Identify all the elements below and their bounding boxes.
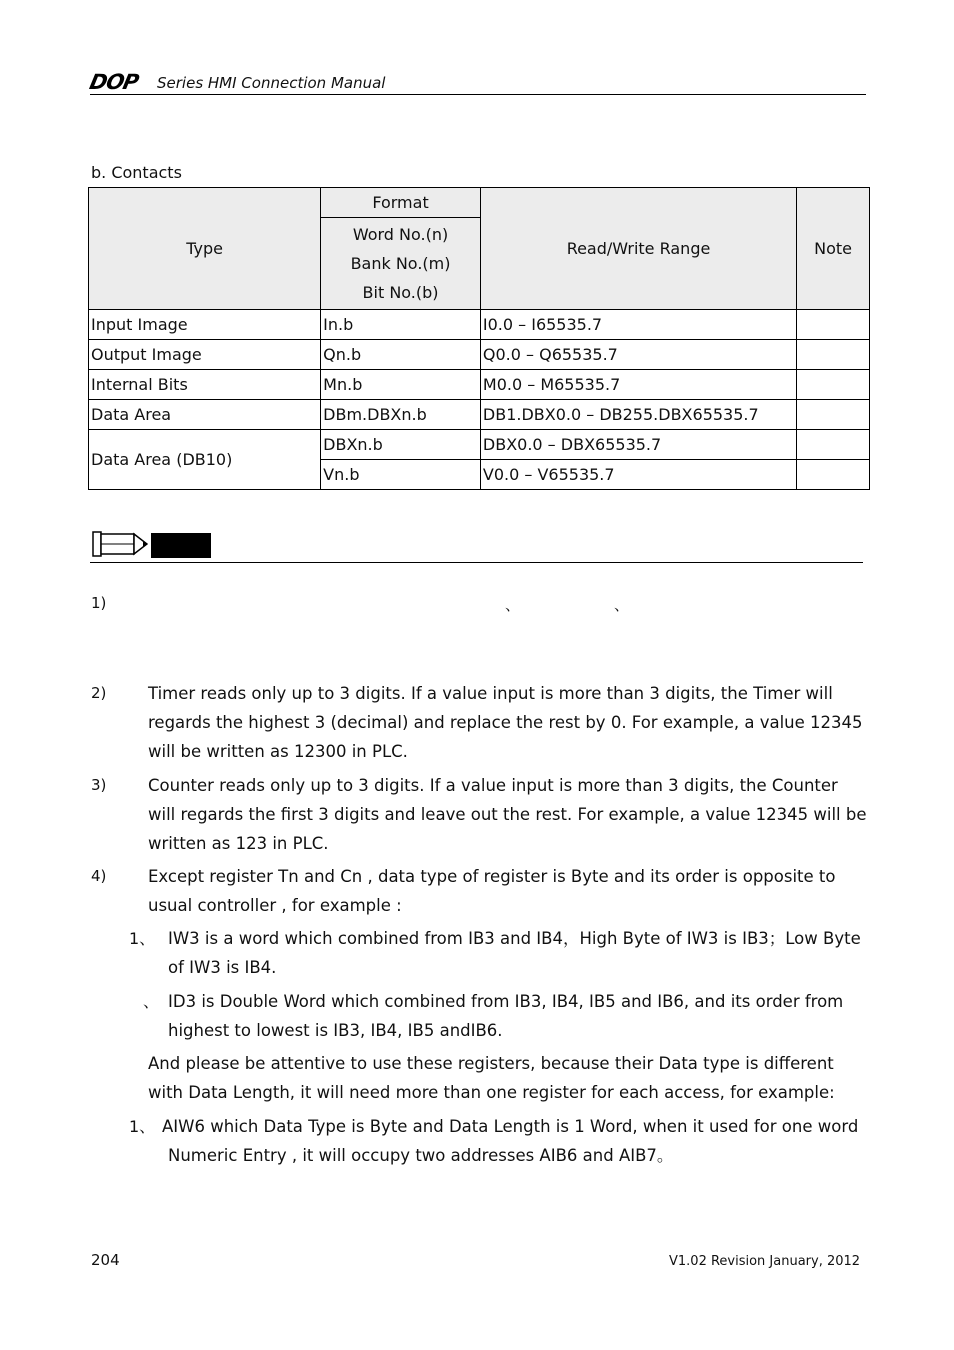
cell-note bbox=[797, 340, 870, 370]
example-3-text-line-2: Numeric Entry , it will occupy two addresses AIB6 and AIB7。 bbox=[168, 1146, 674, 1165]
cell-type: Data Area bbox=[89, 400, 321, 430]
col-header-note: Note bbox=[797, 188, 870, 310]
cell-range: I0.0 – I65535.7 bbox=[480, 310, 796, 340]
cell-type: Output Image bbox=[89, 340, 321, 370]
cell-format: DBm.DBXn.b bbox=[321, 400, 481, 430]
pencil-note-icon bbox=[92, 531, 148, 557]
note-4-text: Except register Tn and Cn , data type of register is Byte and its order is opposite to usual controller , for example : bbox=[148, 867, 836, 915]
example-2-text: ID3 is Double Word which combined from IB3, IB4, IB5 and IB6, and its order from highest to lowest is IB3, IB4, IB5 andIB6. bbox=[168, 992, 844, 1040]
cell-type: Data Area (DB10) bbox=[89, 430, 321, 490]
cell-range: DB1.DBX0.0 – DB255.DBX65535.7 bbox=[480, 400, 796, 430]
table-row bbox=[89, 340, 870, 370]
cell-range: V0.0 – V65535.7 bbox=[480, 460, 796, 490]
format-sub-word: Word No.(n) bbox=[352, 225, 449, 244]
format-sub-bank: Bank No.(m) bbox=[350, 254, 451, 273]
cell-note bbox=[797, 460, 870, 490]
cell-format: In.b bbox=[321, 310, 481, 340]
cell-range: M0.0 – M65535.7 bbox=[480, 370, 796, 400]
cell-note bbox=[797, 310, 870, 340]
cell-note bbox=[797, 370, 870, 400]
note-label-box bbox=[151, 533, 211, 558]
note-1-number: 1) bbox=[91, 594, 107, 612]
note-1-mark: 、 bbox=[505, 596, 521, 614]
example-1-text: IW3 is a word which combined from IB3 and IB4，High Byte of IW3 is IB3；Low Byte of IW3 is IB4. bbox=[168, 929, 861, 977]
cell-format: DBXn.b bbox=[321, 430, 481, 460]
note-3-number: 3) bbox=[91, 776, 107, 794]
revision-info: V1.02 Revision January, 2012 bbox=[669, 1254, 861, 1269]
cell-note bbox=[797, 430, 870, 460]
cell-range: DBX0.0 – DBX65535.7 bbox=[480, 430, 796, 460]
section-heading: b. Contacts bbox=[91, 163, 182, 182]
example-1-number: 1、 bbox=[129, 929, 156, 948]
page-number: 204 bbox=[91, 1251, 120, 1269]
note-3-text: Counter reads only up to 3 digits. If a value input is more than 3 digits, the Counter will regards the first 3 digits and leave out the rest. For example, a value 12345 will be written as 123 in PLC. bbox=[148, 776, 867, 853]
col-header-format-sub bbox=[321, 218, 481, 310]
cell-format: Vn.b bbox=[321, 460, 481, 490]
cell-range: Q0.0 – Q65535.7 bbox=[480, 340, 796, 370]
col-header-type: Type bbox=[89, 188, 321, 310]
note-2-text: Timer reads only up to 3 digits. If a value input is more than 3 digits, the Timer will regards the highest 3 (decimal) and replace the rest by 0. For example, a value 12345 will be written as 12300 in PLC. bbox=[148, 684, 863, 761]
table-row bbox=[89, 400, 870, 430]
cell-type: Internal Bits bbox=[89, 370, 321, 400]
table-row bbox=[89, 370, 870, 400]
format-sub-bit: Bit No.(b) bbox=[362, 283, 439, 302]
cell-note bbox=[797, 400, 870, 430]
cell-format: Mn.b bbox=[321, 370, 481, 400]
example-3-number: 1、 bbox=[129, 1117, 156, 1136]
example-2-number: 、 bbox=[143, 992, 160, 1011]
contacts-table bbox=[88, 187, 870, 490]
note-4-number: 4) bbox=[91, 867, 107, 885]
header-divider bbox=[90, 94, 866, 95]
note-1-mark: 、 bbox=[614, 596, 630, 614]
col-header-format: Format bbox=[321, 188, 481, 218]
manual-title: Series HMI Connection Manual bbox=[157, 74, 386, 92]
table-row bbox=[89, 430, 870, 460]
example-3-text-line-1: AIW6 which Data Type is Byte and Data Length is 1 Word, when it used for one word bbox=[162, 1117, 859, 1136]
brand-logo: DOP bbox=[87, 70, 141, 94]
cell-type: Input Image bbox=[89, 310, 321, 340]
note-4-followup-text: And please be attentive to use these registers, because their Data type is different with Data Length, it will need more than one register for each access, for example: bbox=[148, 1054, 835, 1102]
cell-format: Qn.b bbox=[321, 340, 481, 370]
col-header-range: Read/Write Range bbox=[480, 188, 796, 310]
note-2-number: 2) bbox=[91, 684, 107, 702]
note-divider bbox=[90, 562, 863, 563]
table-row bbox=[89, 310, 870, 340]
